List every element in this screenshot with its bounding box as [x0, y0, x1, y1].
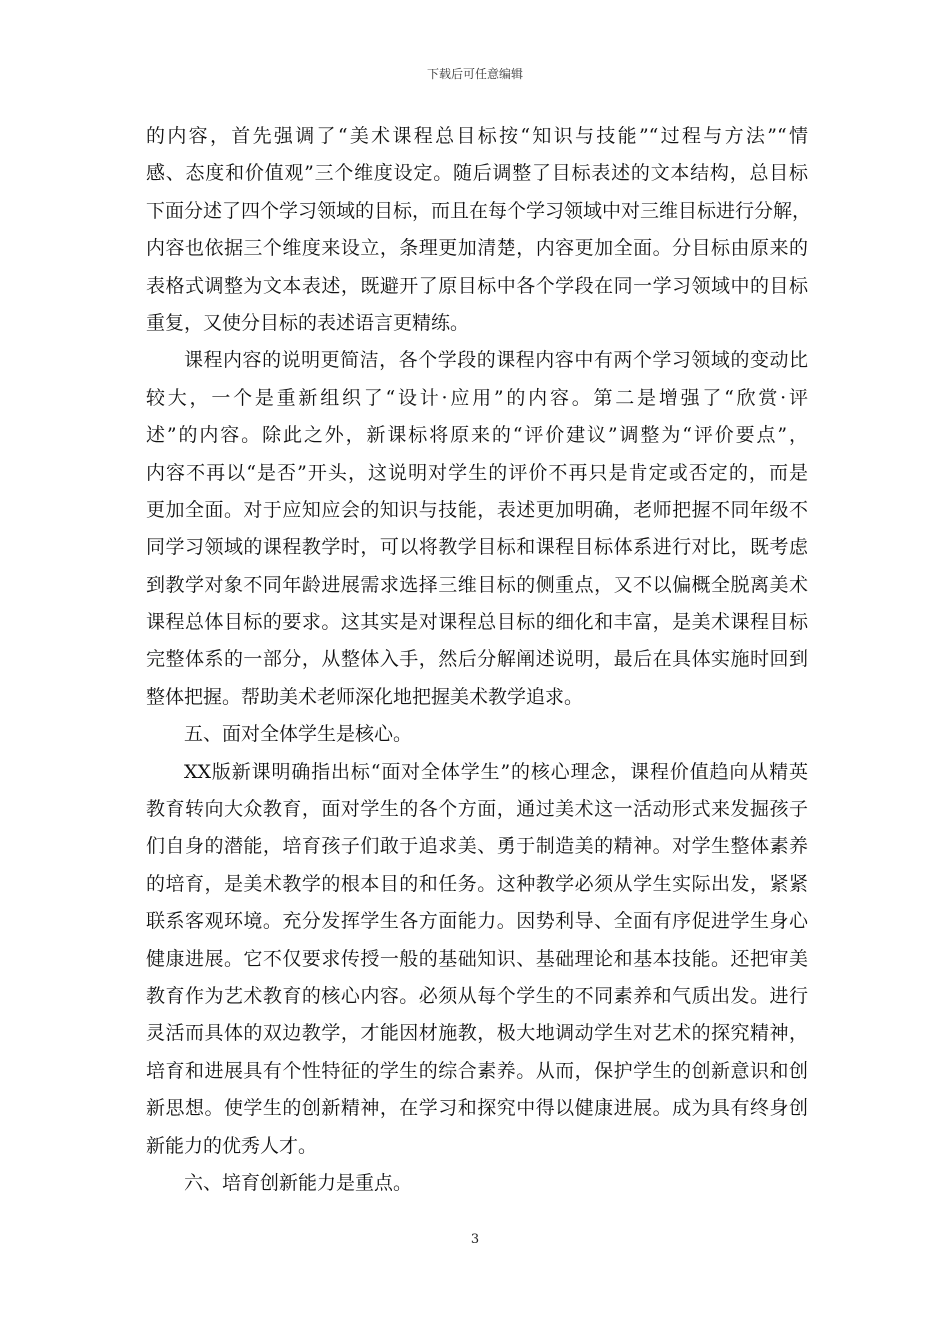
text-line: 感、态度和价值观”三个维度设定。随后调整了目标表述的文本结构，总目标 [146, 162, 808, 185]
text-line: 新思想。使学生的创新精神，在学习和探究中得以健康进展。成为具有终身创 [146, 1097, 808, 1120]
text-line: 到教学对象不同年龄进展需求选择三维目标的侧重点，又不以偏概全脱离美术 [146, 573, 808, 596]
text-line: 完整体系的一部分，从整体入手，然后分解阐述说明，最后在具体实施时回到 [146, 648, 808, 671]
text-line: 较大，一个是重新组织了“设计·应用”的内容。第二是增强了“欣赏·评 [146, 386, 808, 409]
text-line: 健康进展。它不仅要求传授一般的基础知识、基础理论和基本技能。还把审美 [146, 947, 808, 970]
text-line: 整体把握。帮助美术老师深化地把握美术教学追求。 [146, 685, 584, 708]
text-line: 教育作为艺术教育的核心内容。必须从每个学生的不同素养和气质出发。进行 [146, 984, 808, 1007]
page-number: 3 [470, 1232, 480, 1247]
text-line: 灵活而具体的双边教学，才能因材施教，极大地调动学生对艺术的探究精神， [146, 1022, 808, 1045]
text-line: 新能力的优秀人才。 [146, 1134, 318, 1157]
text-line: 培育和进展具有个性特征的学生的综合素养。从而，保护学生的创新意识和创 [146, 1059, 808, 1082]
text-line: 的内容，首先强调了“美术课程总目标按“知识与技能”“过程与方法”“情 [146, 125, 808, 147]
text-line: 内容也依据三个维度来设立，条理更加清楚，内容更加全面。分目标由原来的 [146, 237, 808, 260]
section-heading: 五、面对全体学生是核心。 [184, 723, 413, 746]
text-line: 内容不再以“是否”开头，这说明对学生的评价不再只是肯定或否定的，而是 [146, 461, 808, 484]
text-line: 课程内容的说明更简洁，各个学段的课程内容中有两个学习领域的变动比 [184, 349, 808, 372]
text-line: 的培育，是美术教学的根本目的和任务。这种教学必须从学生实际出发，紧紧 [146, 872, 808, 895]
text-line: 同学习领域的课程教学时，可以将教学目标和课程目标体系进行对比，既考虑 [146, 536, 808, 559]
text-line: XX版新课明确指出标“面对全体学生”的核心理念，课程价值趋向从精英 [184, 760, 808, 783]
text-line: 重复，又使分目标的表述语言更精练。 [146, 311, 470, 334]
text-line: 更加全面。对于应知应会的知识与技能，表述更加明确，老师把握不同年级不 [146, 498, 808, 521]
text-line: 课程总体目标的要求。这其实是对课程总目标的细化和丰富，是美术课程目标 [146, 611, 808, 634]
text-line: 们自身的潜能，培育孩子们敢于追求美、勇于制造美的精神。对学生整体素养 [146, 835, 808, 858]
page-header: 下载后可任意编辑 [426, 67, 523, 81]
text-line: 述”的内容。除此之外，新课标将原来的“评价建议”调整为“评价要点”， [146, 424, 808, 447]
text-line: 联系客观环境。充分发挥学生各方面能力。因势利导、全面有序促进学生身心 [146, 910, 808, 933]
text-line: 教育转向大众教育，面对学生的各个方面，通过美术这一活动形式来发掘孩子 [146, 798, 808, 821]
section-heading: 六、培育创新能力是重点。 [184, 1171, 413, 1194]
text-line: 表格式调整为文本表述，既避开了原目标中各个学段在同一学习领域中的目标 [146, 274, 808, 297]
document-body [146, 118, 812, 1202]
text-line: 下面分述了四个学习领域的目标，而且在每个学习领域中对三维目标进行分解， [146, 199, 812, 222]
